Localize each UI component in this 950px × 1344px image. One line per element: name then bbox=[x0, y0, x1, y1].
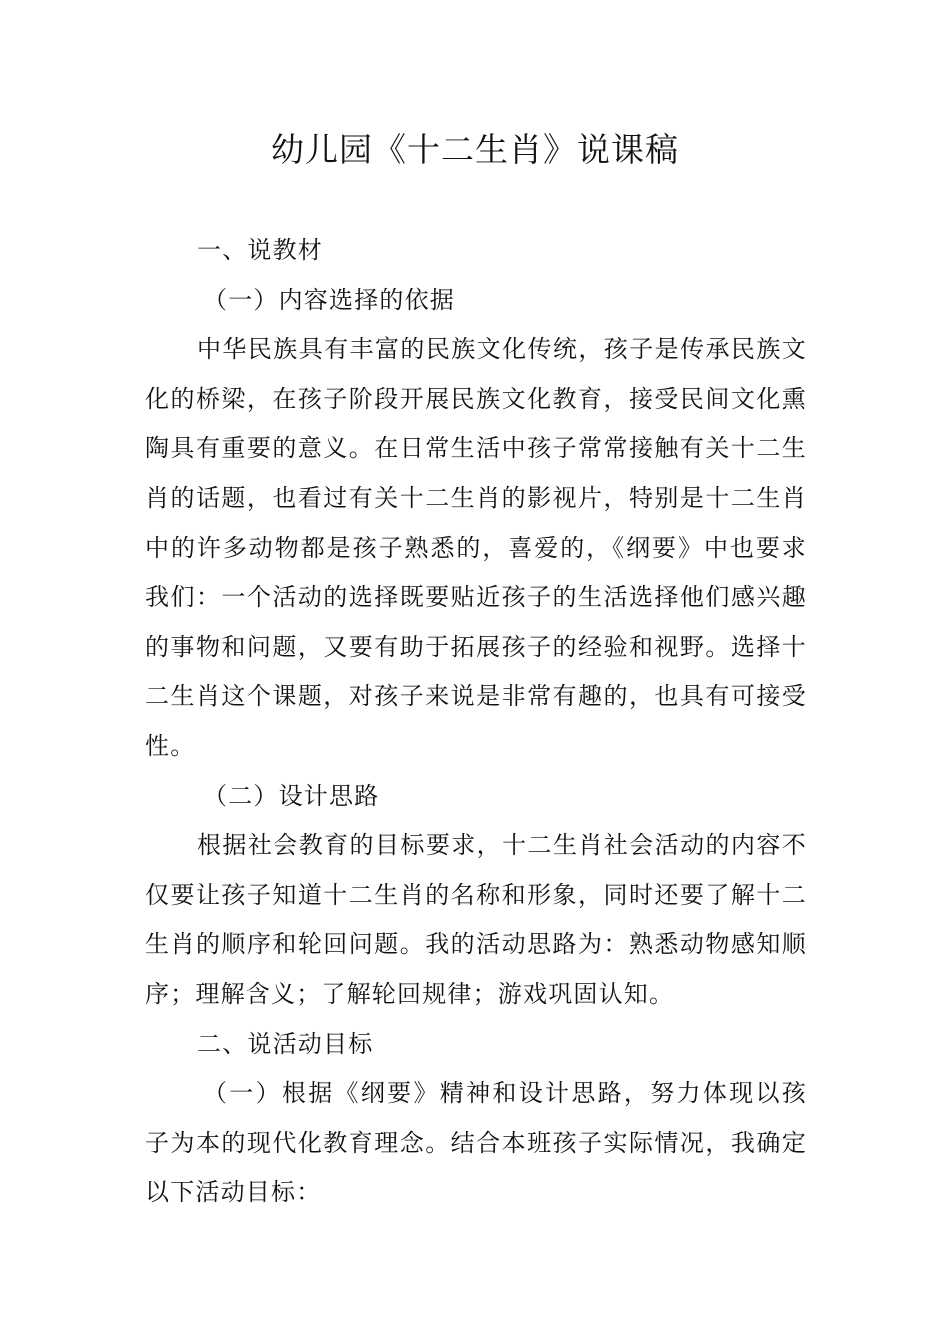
subheading-content-basis: （一）内容选择的依据 bbox=[203, 285, 455, 314]
paragraph-design-idea: 根据社会教育的目标要求，十二生肖社会活动的内容不仅要让孩子知道十二生肖的名称和形象，同时还要了解十二生肖的顺序和轮回问题。我的活动思路为：熟悉动物感知顺序；理解含义；了解轮回规律；游戏巩固认知。 bbox=[145, 831, 807, 1008]
document-body bbox=[145, 226, 807, 1218]
paragraph-content-basis: 中华民族具有丰富的民族文化传统，孩子是传承民族文化的桥梁，在孩子阶段开展民族文化教育，接受民间文化熏陶具有重要的意义。在日常生活中孩子常常接触有关十二生肖的话题，也看过有关十二生肖的影视片，特别是十二生肖中的许多动物都是孩子熟悉的，喜爱的，《纲要》中也要求我们：一个活动的选择既要贴近孩子的生活选择他们感兴趣的事物和问题，又要有助于拓展孩子的经验和视野。选择十二生肖这个课题，对孩子来说是非常有趣的，也具有可接受性。 bbox=[145, 335, 807, 760]
subheading-design-idea: （二）设计思路 bbox=[203, 781, 380, 810]
section-heading-textbook: 一、说教材 bbox=[197, 236, 323, 264]
document-title: 幼儿园《十二生肖》说课稿 bbox=[271, 130, 679, 169]
section-heading-objectives: 二、说活动目标 bbox=[197, 1029, 374, 1058]
paragraph-objectives: （一）根据《纲要》精神和设计思路，努力体现以孩子为本的现代化教育理念。结合本班孩子实际情况，我确定以下活动目标： bbox=[145, 1079, 807, 1207]
